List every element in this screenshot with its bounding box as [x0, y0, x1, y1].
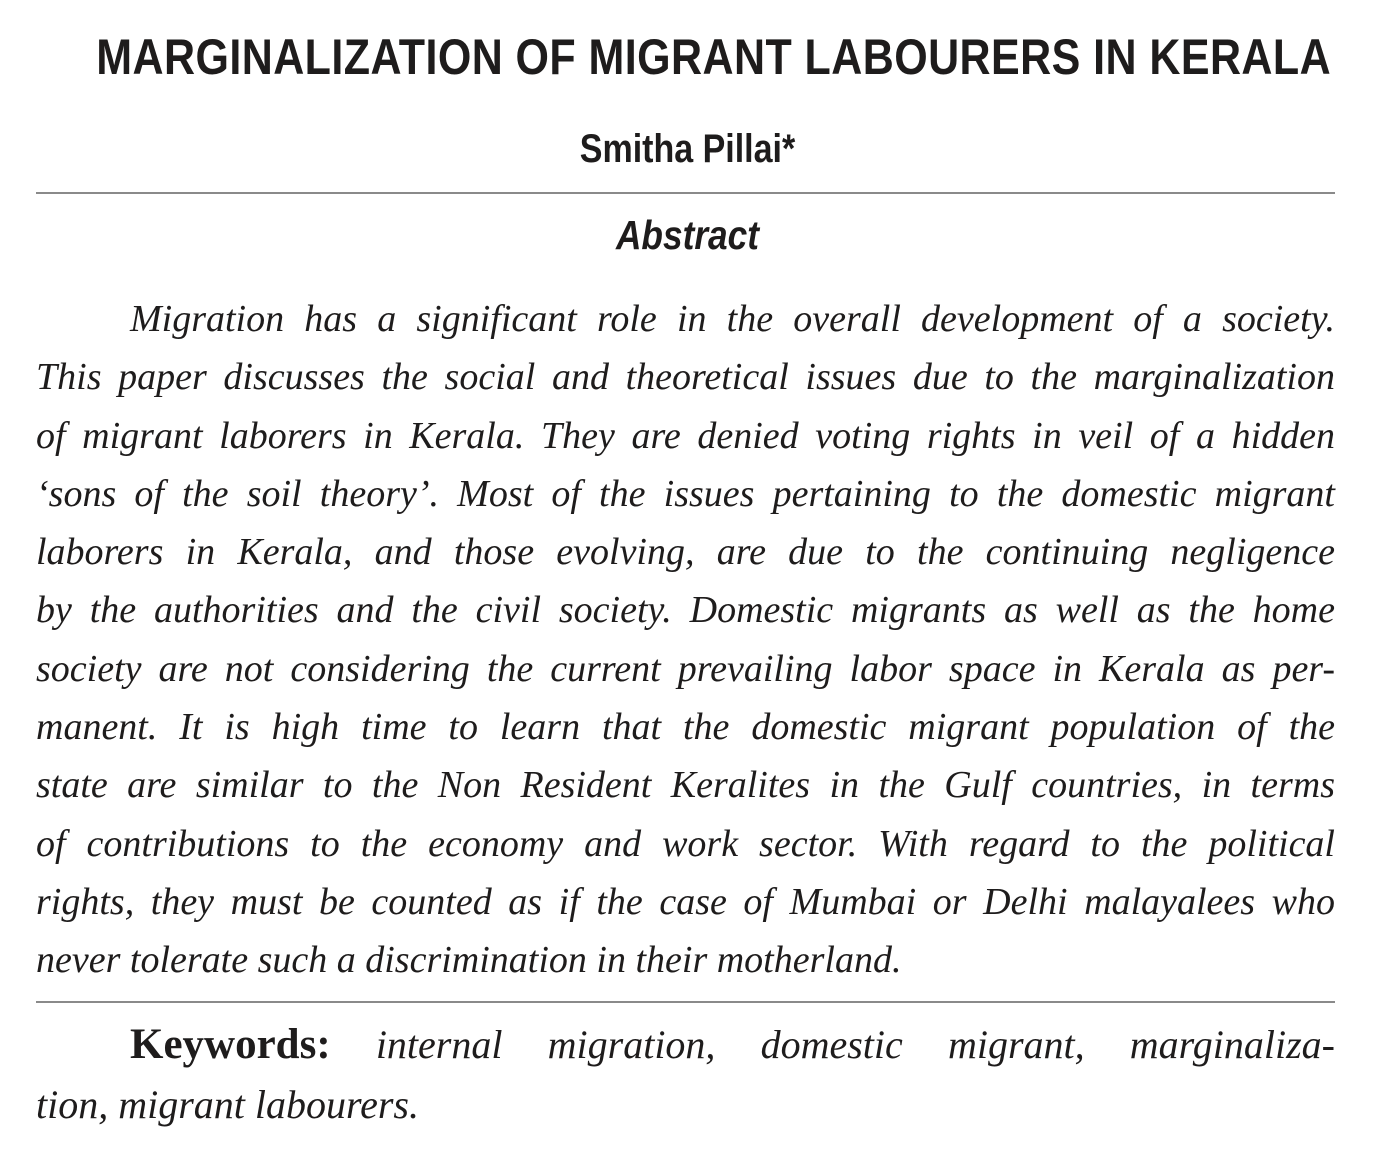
keywords-text: tion, migrant labourers.	[36, 1082, 419, 1127]
abstract-line: This paper discusses the social and theoretical issues due to the marginalization	[36, 356, 1335, 399]
abstract-line: of contributions to the economy and work sector. With regard to the political	[36, 822, 1335, 865]
keywords-label: Keywords:	[130, 1021, 331, 1068]
abstract-line: manent. It is high time to learn that the domestic migrant population of the	[36, 706, 1335, 749]
abstract-line: laborers in Kerala, and those evolving, are due to the continuing negligence	[36, 531, 1335, 574]
paper-title: MARGINALIZATION OF MIGRANT LABOURERS IN KERALA	[96, 29, 1332, 85]
abstract-line: state are similar to the Non Resident Keralites in the Gulf countries, in terms	[36, 764, 1335, 807]
abstract-body	[36, 290, 1335, 990]
top-divider	[36, 192, 1335, 194]
abstract-line: ‘sons of the soil theory’. Most of the issues pertaining to the domestic migrant	[36, 472, 1335, 515]
keywords-section	[36, 1015, 1335, 1135]
abstract-heading: Abstract	[615, 212, 760, 258]
bottom-divider	[36, 1001, 1335, 1003]
keywords-line	[36, 1075, 1335, 1135]
abstract-line: Migration has a significant role in the overall development of a society.	[130, 298, 1335, 340]
keywords-text: internal migration, domestic migrant, marginaliza-	[375, 1022, 1335, 1067]
abstract-line: society are not considering the current prevailing labor space in Kerala as per-	[36, 647, 1335, 690]
abstract-line: of migrant laborers in Kerala. They are denied voting rights in veil of a hidden	[36, 414, 1335, 457]
abstract-line: never tolerate such a discrimination in their motherland.	[36, 939, 902, 982]
keywords-line	[36, 1015, 1335, 1075]
abstract-line: by the authorities and the civil society. Domestic migrants as well as the home	[36, 589, 1335, 632]
author-name: Smitha Pillai*	[579, 127, 796, 171]
abstract-line: rights, they must be counted as if the case of Mumbai or Delhi malayalees who	[36, 880, 1335, 923]
